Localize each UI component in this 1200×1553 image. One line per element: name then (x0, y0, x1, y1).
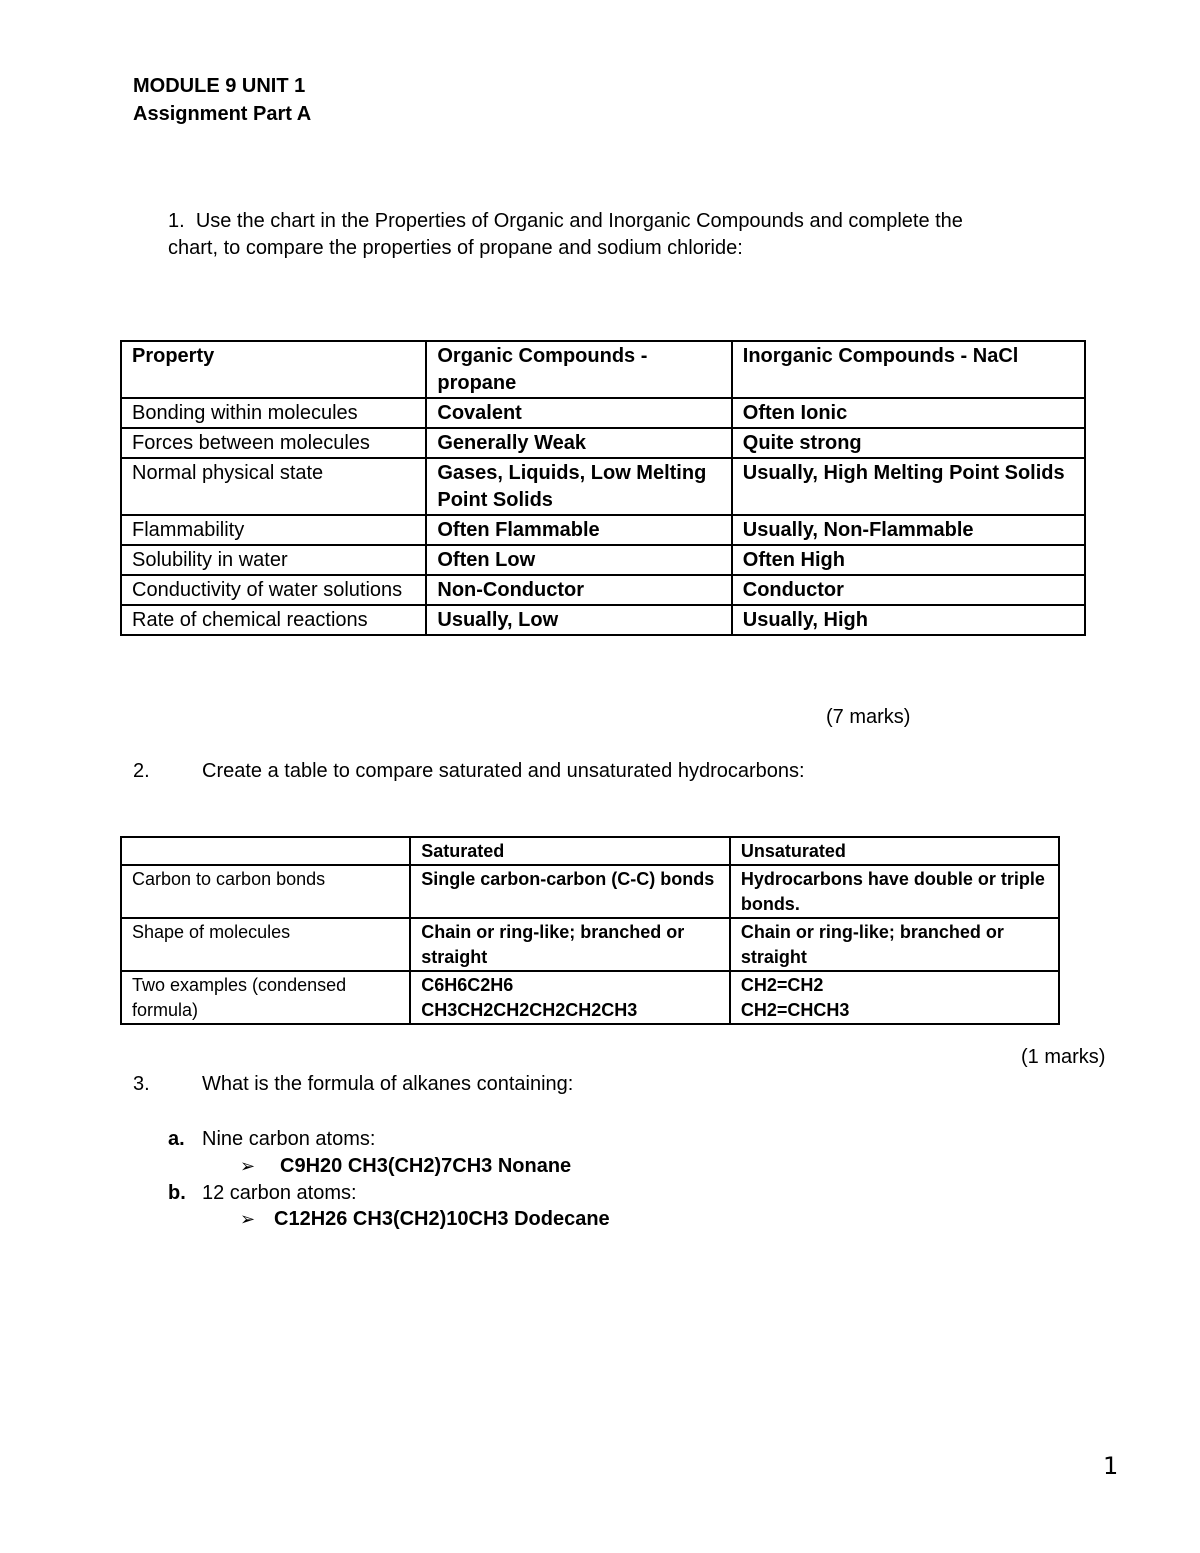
table-row (121, 918, 1059, 971)
organic-cell: Non-Conductor (426, 575, 731, 605)
question-3b-answer-row (240, 1206, 610, 1233)
question-2-marks: (1 marks) (1021, 1046, 1106, 1068)
header-property: Property (121, 341, 426, 398)
question-1-marks: (7 marks) (826, 706, 911, 728)
table-row (121, 515, 1085, 545)
property-cell: Flammability (121, 515, 426, 545)
table-row (121, 428, 1085, 458)
header-inorganic: Inorganic Compounds - NaCl (732, 341, 1085, 398)
property-cell: Bonding within molecules (121, 398, 426, 428)
unsaturated-cell: Chain or ring-like; branched or straight (730, 918, 1059, 971)
question-3b (168, 1180, 357, 1207)
table-row (121, 545, 1085, 575)
inorganic-cell: Conductor (732, 575, 1085, 605)
table-header-row (121, 837, 1059, 865)
hydrocarbons-table (120, 836, 1060, 1025)
row-label: Shape of molecules (121, 918, 410, 971)
page-number: 1 (1103, 1452, 1119, 1480)
unsaturated-example-1: CH2=CH2 (740, 975, 824, 995)
question-3a-answer: C9H20 CH3(CH2)7CH3 Nonane (280, 1155, 572, 1177)
saturated-example-1: C6H6C2H6 (421, 975, 514, 995)
inorganic-cell: Quite strong (732, 428, 1085, 458)
table-header-row (121, 341, 1085, 398)
property-cell: Rate of chemical reactions (121, 605, 426, 635)
organic-cell: Covalent (426, 398, 731, 428)
header-blank (121, 837, 410, 865)
header-unsaturated: Unsaturated (730, 837, 1059, 865)
row-label: Carbon to carbon bonds (121, 865, 410, 918)
module-title: MODULE 9 UNIT 1 (133, 75, 306, 97)
arrow-bullet-icon: ➢ (240, 1156, 256, 1176)
unsaturated-cell: Hydrocarbons have double or triple bonds. (730, 865, 1059, 918)
unsaturated-cell (730, 971, 1059, 1024)
question-1-text-line2: chart, to compare the properties of propane and sodium chloride: (168, 237, 743, 259)
inorganic-cell: Usually, High Melting Point Solids (732, 458, 1085, 515)
property-cell: Solubility in water (121, 545, 426, 575)
question-3a-letter: a. (168, 1128, 185, 1150)
question-3a-text: Nine carbon atoms: (202, 1128, 376, 1150)
question-1-number: 1. (168, 210, 185, 232)
organic-cell: Often Flammable (426, 515, 731, 545)
property-cell: Conductivity of water solutions (121, 575, 426, 605)
question-1-text-line1: Use the chart in the Properties of Organic and Inorganic Compounds and complete the (195, 210, 963, 232)
arrow-bullet-icon: ➢ (240, 1209, 256, 1229)
table-row (121, 865, 1059, 918)
question-3-text: What is the formula of alkanes containing: (202, 1073, 574, 1095)
question-3-number: 3. (133, 1073, 150, 1095)
header-organic: Organic Compounds - propane (426, 341, 731, 398)
properties-table (120, 340, 1086, 636)
question-3a-answer-row (240, 1153, 571, 1180)
table-row (121, 458, 1085, 515)
question-2-number: 2. (133, 760, 150, 782)
question-3b-answer: C12H26 CH3(CH2)10CH3 Dodecane (274, 1208, 610, 1230)
assignment-title: Assignment Part A (133, 103, 312, 125)
organic-cell: Gases, Liquids, Low Melting Point Solids (426, 458, 731, 515)
header-saturated: Saturated (410, 837, 730, 865)
question-3b-letter: b. (168, 1182, 186, 1204)
organic-cell: Usually, Low (426, 605, 731, 635)
row-label: Two examples (condensed formula) (121, 971, 410, 1024)
organic-cell: Often Low (426, 545, 731, 575)
inorganic-cell: Usually, High (732, 605, 1085, 635)
unsaturated-example-2: CH2=CHCH3 (740, 1000, 850, 1020)
saturated-cell (410, 971, 730, 1024)
organic-cell: Generally Weak (426, 428, 731, 458)
inorganic-cell: Often High (732, 545, 1085, 575)
question-2-text: Create a table to compare saturated and unsaturated hydrocarbons: (202, 760, 805, 782)
question-3b-text: 12 carbon atoms: (202, 1182, 357, 1204)
saturated-cell: Single carbon-carbon (C-C) bonds (410, 865, 730, 918)
property-cell: Normal physical state (121, 458, 426, 515)
table-row (121, 971, 1059, 1024)
property-cell: Forces between molecules (121, 428, 426, 458)
table-row (121, 605, 1085, 635)
saturated-cell: Chain or ring-like; branched or straight (410, 918, 730, 971)
inorganic-cell: Usually, Non-Flammable (732, 515, 1085, 545)
table-row (121, 398, 1085, 428)
question-3a (168, 1126, 375, 1153)
question-1 (168, 208, 1128, 262)
inorganic-cell: Often Ionic (732, 398, 1085, 428)
table-row (121, 575, 1085, 605)
document-header (133, 72, 311, 128)
saturated-example-2: CH3CH2CH2CH2CH2CH3 (421, 1000, 638, 1020)
